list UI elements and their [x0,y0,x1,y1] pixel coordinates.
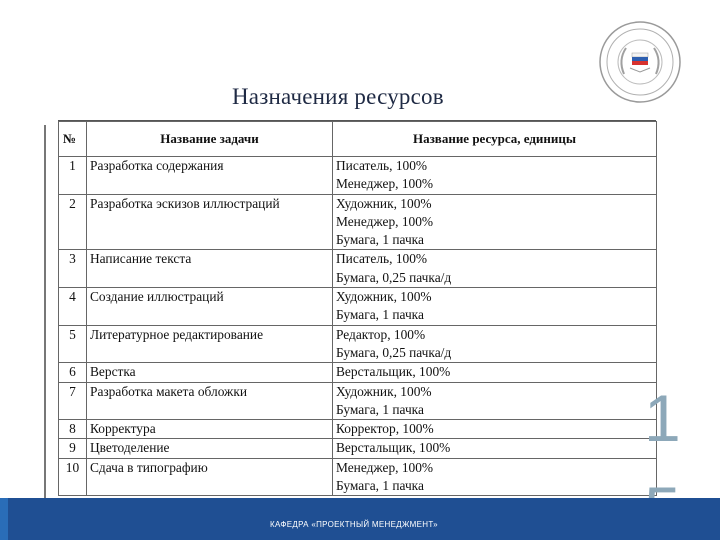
resource-line: Менеджер, 100% [336,459,434,475]
row-number: 5 [59,325,87,363]
row-number: 2 [59,194,87,250]
resource-cell [333,458,657,496]
footer-accent [0,498,8,540]
task-name: Цветоделение [87,439,333,458]
task-name: Сдача в типографию [87,458,333,496]
resource-cell [333,382,657,420]
resource-cell [333,250,657,288]
column-header-number: № [59,122,87,157]
table-left-rule [44,125,46,499]
resource-line: Бумага, 1 пачка [336,401,424,417]
resource-line: Бумага, 1 пачка [336,307,424,323]
table-row [59,420,657,439]
resource-line: Бумага, 0,25 пачка/д [336,344,452,360]
table-row [59,439,657,458]
task-name: Разработка содержания [87,157,333,195]
row-number: 7 [59,382,87,420]
slide-title: Назначения ресурсов [232,84,444,109]
row-number: 1 [59,157,87,195]
resource-line: Редактор, 100% [336,326,426,342]
footer-department-label: КАФЕДРА «ПРОЕКТНЫЙ МЕНЕДЖМЕНТ» [270,520,438,529]
resource-cell [333,288,657,326]
table-row [59,250,657,288]
row-number: 9 [59,439,87,458]
resource-line: Художник, 100% [336,383,432,399]
resource-line: Корректор, 100% [336,421,434,437]
task-name: Корректура [87,420,333,439]
task-name: Написание текста [87,250,333,288]
university-seal-logo [598,20,682,104]
table-row [59,157,657,195]
table-row [59,458,657,496]
resource-assignment-table [58,121,657,496]
resource-line: Верстальщик, 100% [336,440,451,456]
task-name: Литературное редактирование [87,325,333,363]
table-row [59,382,657,420]
table-body [59,157,657,496]
resource-cell [333,439,657,458]
resource-line: Писатель, 100% [336,158,428,173]
resource-assignment-table-wrap [58,120,656,499]
resource-cell [333,420,657,439]
table-header-row [59,122,657,157]
row-number: 4 [59,288,87,326]
resource-line: Писатель, 100% [336,251,428,267]
column-header-task: Название задачи [87,122,333,157]
resource-cell [333,194,657,250]
row-number: 6 [59,363,87,382]
task-name: Разработка макета обложки [87,382,333,420]
resource-line: Менеджер, 100% [336,213,434,229]
resource-line: Бумага, 0,25 пачка/д [336,269,452,285]
resource-line: Бумага, 1 пачка [336,478,424,494]
resource-line: Менеджер, 100% [336,176,434,192]
footer-bar [0,498,720,540]
table-row [59,325,657,363]
page-number-digit: 1 [644,381,681,455]
task-name: Создание иллюстраций [87,288,333,326]
resource-line: Верстальщик, 100% [336,364,451,380]
resource-line: Бумага, 1 пачка [336,232,424,248]
resource-cell [333,325,657,363]
task-name: Разработка эскизов иллюстраций [87,194,333,250]
resource-line: Художник, 100% [336,195,432,211]
row-number: 3 [59,250,87,288]
column-header-resource: Название ресурса, единицы [333,122,657,157]
table-row [59,288,657,326]
table-row [59,194,657,250]
task-name: Верстка [87,363,333,382]
row-number: 8 [59,420,87,439]
resource-cell [333,363,657,382]
resource-line: Художник, 100% [336,289,432,305]
table-row [59,363,657,382]
row-number: 10 [59,458,87,496]
resource-cell [333,157,657,195]
